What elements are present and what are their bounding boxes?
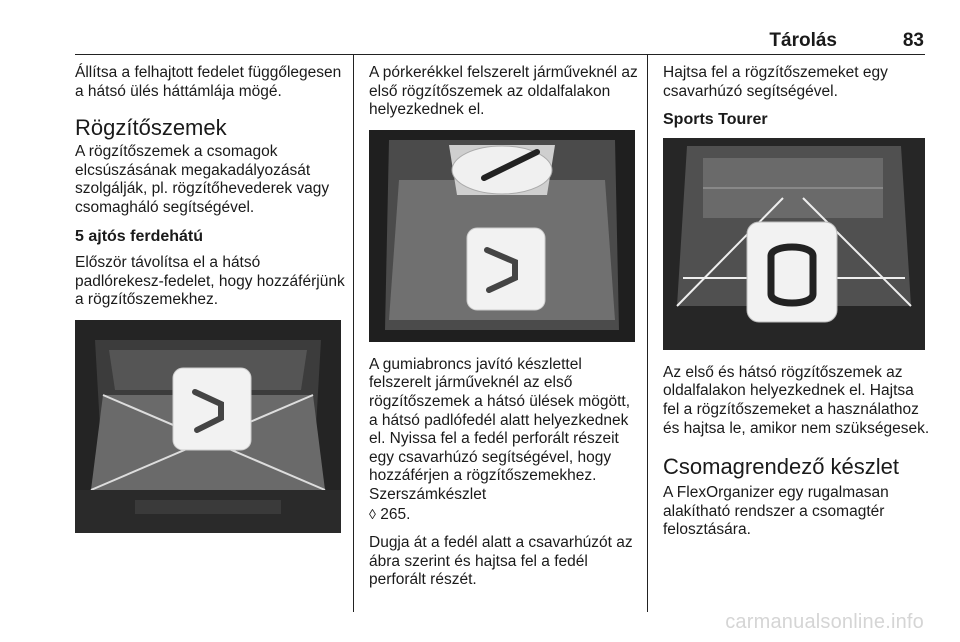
column-2 bbox=[369, 64, 641, 600]
section-heading-flexorganizer: Csomagrendező készlet bbox=[663, 454, 900, 480]
tie-down-description: A rögzítőszemek a csomagok elcsúszásának megakadályozását szolgálják, pl. rögzítőhevederek vagy csomagháló segítségével. bbox=[75, 143, 330, 216]
repair-kit-paragraph bbox=[369, 356, 641, 524]
figure-sports-tourer-cargo bbox=[663, 138, 925, 350]
header-rule bbox=[75, 54, 925, 55]
fold-up-paragraph: Hajtsa fel a rögzítőszemeket egy csavarhúzó segítségével. bbox=[663, 64, 888, 100]
xref-icon: ◊ bbox=[369, 505, 376, 522]
footer-watermark: carmanualsonline.info bbox=[725, 611, 924, 633]
page-number: 83 bbox=[902, 30, 924, 51]
column-divider-2 bbox=[647, 55, 648, 612]
column-3 bbox=[663, 64, 931, 550]
hatchback-instruction: Először távolítsa el a hátsó padlórekesz-fedelet, hogy hozzáférjünk a rögzítőszemekhez. bbox=[75, 254, 345, 309]
subheading-hatchback: 5 ajtós ferdehátú bbox=[75, 227, 204, 245]
figure-hatchback-load-floor bbox=[75, 320, 341, 533]
flexorganizer-paragraph: A FlexOrganizer egy rugalmasan alakítható rendszer a csomagtér felosztására. bbox=[663, 484, 889, 539]
spare-wheel-paragraph: A pórkerékkel felszerelt járműveknél az első rögzítőszemek az oldalfalakon helyezkednek el. bbox=[369, 64, 638, 119]
repair-kit-text: A gumiabroncs javító készlettel felszerelt járműveknél az első rögzítőszemek a hátsó ülések mögött, a hátsó padlófedél alatt helyezkednek el. Nyissa fel a fedél perforált részeit egy csavarhúzó segítségével, hogy hozzáférjen a rögzítőszemekhez. Szerszámkészlet bbox=[369, 355, 631, 503]
column-1 bbox=[75, 64, 347, 533]
sports-tourer-paragraph: Az első és hátsó rögzítőszemek az oldalfalakon helyezkednek el. Hajtsa fel a rögzítőszemeket a használathoz és hajtsa le, amikor nem szükségesek. bbox=[663, 363, 930, 437]
header-title: Tárolás bbox=[769, 30, 837, 51]
subheading-sports-tourer: Sports Tourer bbox=[663, 111, 768, 129]
intro-paragraph: Állítsa a felhajtott fedelet függőlegesen a hátsó ülés háttámlája mögé. bbox=[75, 64, 342, 100]
screwdriver-paragraph: Dugja át a fedél alatt a csavarhúzót az ábra szerint és hajtsa fel a fedél perforált részét. bbox=[369, 534, 633, 589]
xref-page-link[interactable]: 265. bbox=[380, 505, 411, 523]
figure-spare-wheel-cover bbox=[369, 130, 635, 342]
column-divider-1 bbox=[353, 55, 354, 612]
section-heading-tie-down-eyes: Rögzítőszemek bbox=[75, 115, 227, 141]
